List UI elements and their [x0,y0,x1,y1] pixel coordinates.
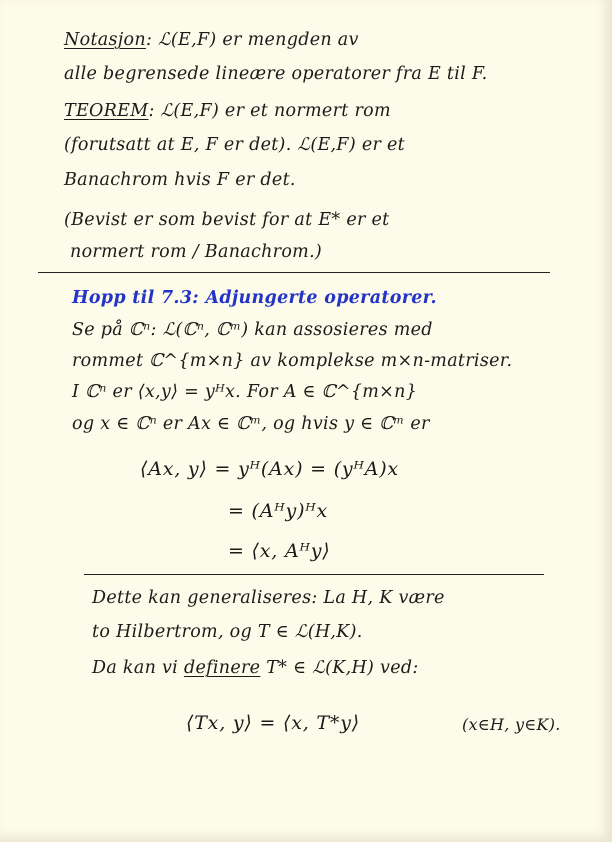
notation-label: Notasjon [64,30,146,50]
text-line: normert rom / Banachrom.) [70,242,323,262]
text-line: (forutsatt at E, F er det). ℒ(E,F) er et [64,135,405,155]
text-line: Se på ℂⁿ: ℒ(ℂⁿ, ℂᵐ) kan assosieres med [72,320,433,340]
text-line: to Hilbertrom, og T ∈ ℒ(H,K). [92,622,363,642]
definition-word: definere [183,658,261,678]
text-line: (Bevist er som bevist for at E* er et [64,210,390,230]
text-line: I ℂⁿ er ⟨x,y⟩ = yᴴx. For A ∈ ℂ^{m×n} [72,382,418,402]
equation-line: = ⟨x, Aᴴy⟩ [228,540,331,562]
notation-text: : ℒ(E,F) er mengden av [145,30,359,50]
equation-line: ⟨Ax, y⟩ = yᴴ(Ax) = (yᴴA)x [140,458,399,480]
text-line: Dette kan generaliseres: La H, K være [92,588,445,608]
definition-line [92,658,419,678]
adjoint-condition: (x∈H, y∈K). [462,715,561,734]
text-line: og x ∈ ℂⁿ er Ax ∈ ℂᵐ, og hvis y ∈ ℂᵐ er [72,414,430,434]
divider-rule [84,574,544,575]
text-line: alle begrensede lineære operatorer fra E til F. [64,64,488,84]
adjoint-equation: ⟨Tx, y⟩ = ⟨x, T*y⟩ [186,712,360,734]
definition-prefix: Da kan vi [92,658,184,678]
notation-line [64,30,359,50]
text-line: rommet ℂ^{m×n} av komplekse m×n-matriser. [72,351,513,371]
section-heading: Hopp til 7.3: Adjungerte operatorer. [72,288,437,308]
theorem-label: TEOREM [64,101,149,121]
definition-suffix: T* ∈ ℒ(K,H) ved: [260,658,419,678]
theorem-line [64,101,391,121]
text-line: Banachrom hvis F er det. [64,170,296,190]
equation-line: = (Aᴴy)ᴴx [228,500,329,522]
theorem-text: : ℒ(E,F) er et normert rom [148,101,391,121]
divider-rule [38,272,550,273]
